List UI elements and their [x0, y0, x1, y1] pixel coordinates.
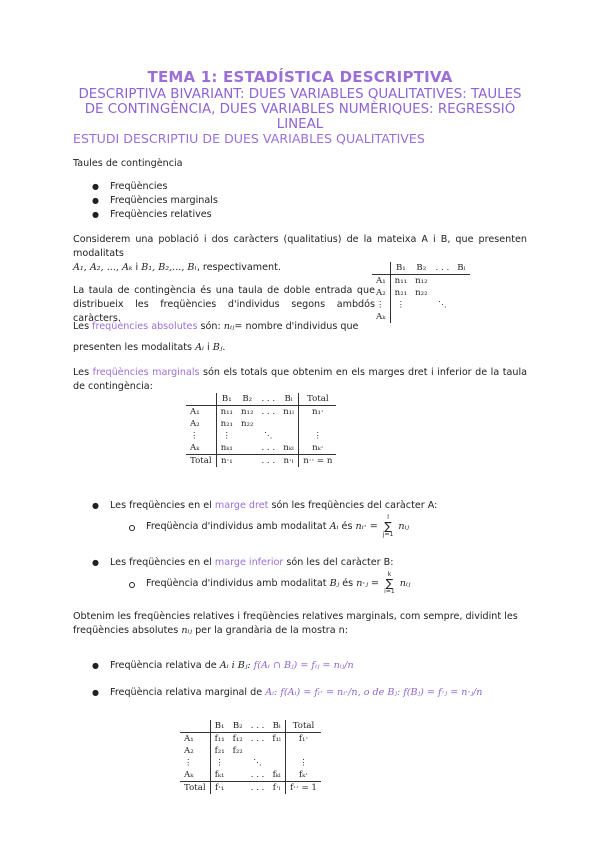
paragraph-end: respectivament.	[202, 262, 281, 273]
table-row	[180, 733, 321, 746]
table-row	[180, 769, 321, 782]
paragraph-text: Considerem una població i dos caràcters (qualitatius) de la mateixa A i B, que presenten modalitats	[73, 234, 527, 259]
bullet-icon: ●	[92, 210, 99, 219]
table-cell: nₖ·	[299, 442, 337, 455]
list-item: Freqüències marginals	[110, 195, 218, 206]
intro-label: Taules de contingència	[73, 158, 183, 169]
circle-bullet-icon	[129, 525, 135, 531]
bullet-icon: ●	[92, 688, 99, 697]
table-cell	[268, 745, 285, 757]
table-cell: n·ₗ	[279, 455, 299, 468]
sigma-icon: ∑	[384, 519, 392, 533]
table-cell: ⋮	[376, 300, 385, 310]
table-cell: f₁·	[286, 733, 321, 746]
table-row	[186, 418, 336, 430]
modalities-b: B₁, B₂,..., Bₗ	[141, 262, 197, 273]
table-cell: . . .	[257, 406, 279, 419]
text: Les	[73, 321, 90, 332]
table-cell	[229, 769, 247, 782]
table-cell	[453, 311, 469, 323]
bullet-right-margin	[110, 499, 437, 513]
table-cell: A₂	[190, 419, 200, 429]
table-cell	[432, 287, 454, 299]
document-title: TEMA 1: ESTADÍSTICA DESCRIPTIVA	[147, 68, 453, 86]
table-total-row	[180, 782, 321, 795]
modalities-a: A₁, A₂, ..., Aₖ	[73, 262, 133, 273]
table-cell: n₁₁	[216, 406, 237, 419]
table-cell	[247, 745, 269, 757]
table-row	[180, 745, 321, 757]
table-cell: . . .	[247, 782, 269, 795]
table-header-cell: Bₗ	[457, 263, 466, 273]
table-cell: A₁	[372, 275, 390, 288]
highlight-absolute-frequencies: freqüències absolutes	[92, 321, 198, 332]
symbol-bj: Bⱼ	[212, 342, 223, 353]
table-cell	[299, 418, 337, 430]
table-cell: . . .	[257, 455, 279, 468]
table-header-row	[180, 720, 321, 733]
table-cell: nₖ₁	[216, 442, 237, 455]
symbol-bj: Bⱼ	[329, 578, 340, 589]
table-row	[186, 430, 336, 442]
table-cell: A₂	[376, 288, 386, 298]
text: són els totals que obtenim en els marges dret i inferior de la taula de contingència:	[73, 367, 527, 392]
circle-bullet-icon	[129, 582, 135, 588]
table-cell: Aₖ	[376, 312, 386, 322]
highlight-right-margin: marge dret	[214, 500, 269, 511]
paragraph-relative-frequencies	[73, 610, 527, 638]
table-cell: f·· = 1	[286, 782, 321, 795]
table-cell	[411, 299, 431, 311]
table-cell	[453, 299, 469, 311]
sum-lower: j=1	[382, 530, 394, 538]
table-cell: n₂₂	[415, 288, 428, 298]
paragraph-marginal-frequencies	[73, 366, 527, 394]
text: Freqüència d'individus amb modalitat	[146, 578, 327, 589]
conjunction: i	[135, 262, 139, 273]
text: presenten les modalitats	[73, 342, 193, 353]
paragraph-absolute-frequencies-line2	[73, 341, 225, 355]
text: és	[342, 578, 354, 589]
table-cell: n₂₂	[241, 419, 254, 429]
table-cell	[237, 430, 257, 442]
sub-right-margin	[146, 514, 409, 540]
table-header-cell: Bₗ	[284, 394, 293, 404]
text: Freqüència relativa de	[110, 660, 217, 671]
table-cell	[279, 418, 299, 430]
table-cell: ⋱	[263, 431, 273, 441]
table-cell	[237, 442, 257, 455]
text: Obtenim les freqüències relatives i freqüències relatives marginals, com sempre, dividint les	[73, 611, 518, 622]
list-item: Freqüències relatives	[110, 209, 212, 220]
table-cell: fₖ₁	[210, 769, 229, 782]
text: Freqüència d'individus amb modalitat	[146, 521, 327, 532]
table-header-cell: . . .	[261, 394, 276, 404]
table-cell: . . .	[247, 733, 269, 746]
list-item: Freqüències	[110, 181, 168, 192]
table-cell	[432, 275, 454, 288]
table-cell: n·₁	[216, 455, 237, 468]
table-row	[180, 757, 321, 769]
table-header-cell: B₂	[242, 394, 253, 404]
table-cell: n₂₁	[216, 418, 237, 430]
table-header-cell: . . .	[435, 263, 450, 273]
table-header-row	[186, 393, 336, 406]
table-row	[372, 287, 470, 299]
table-cell	[229, 757, 247, 769]
table-row	[372, 275, 470, 288]
table-cell: Aₖ	[190, 443, 200, 453]
paragraph-contingency-definition: La taula de contingència és una taula de doble entrada que distribueix les freqüències d'individus segons ambdós caràcters.	[73, 285, 375, 324]
table-cell: ⋱	[438, 300, 447, 310]
relative-marginal-frequency-item	[110, 686, 482, 700]
symbol-ai: Aᵢ	[195, 342, 204, 353]
table-cell	[286, 745, 321, 757]
table-cell: n₂₁	[390, 287, 411, 299]
text: Les	[73, 367, 90, 378]
document-subtitle: DESCRIPTIVA BIVARIANT: DUES VARIABLES QUALITATIVES: TAULES DE CONTINGÈNCIA, DUES VARIABLES NUMÈRIQUES: REGRESSIÓ LINEAL	[78, 87, 522, 132]
table-cell: n₁ₗ	[279, 406, 299, 419]
table-header-cell: Bₗ	[272, 721, 281, 731]
table-cell: fₖₗ	[272, 770, 281, 780]
table-cell: Aₖ	[184, 770, 194, 780]
table-row	[186, 442, 336, 455]
table-cell: ⋮	[216, 430, 237, 442]
bullet-bottom-margin	[110, 556, 393, 570]
table-cell: ⋮	[210, 757, 229, 769]
bullet-icon: ●	[92, 661, 99, 670]
table-cell	[411, 311, 431, 323]
text: Les freqüències en el	[110, 500, 212, 511]
table-cell: ⋱	[253, 758, 262, 768]
table-cell: . . .	[250, 770, 265, 780]
highlight-marginal-frequencies: freqüències marginals	[92, 367, 200, 378]
table-header-cell: B₁	[210, 720, 229, 733]
bullet-icon: ●	[92, 501, 99, 510]
table-cell	[432, 311, 454, 323]
table-row	[372, 311, 470, 323]
table-cell: f₁ₗ	[268, 733, 285, 746]
table-cell	[453, 287, 469, 299]
paragraph-population: Considerem una població i dos caràcters (qualitatius) de la mateixa A i B, que presenten modalitats A₁, A₂, ..., Aₖ i B₁, B₂,..., Bₗ, respectivament.	[73, 234, 527, 273]
formula-rhs: nᵢⱼ	[398, 521, 410, 532]
symbol-ai: Aᵢ	[329, 521, 339, 532]
table-header-cell: Total	[299, 393, 337, 406]
relative-frequency-item	[110, 659, 354, 673]
text: Freqüència relativa marginal de	[110, 687, 263, 698]
table-cell: A₁	[180, 733, 210, 746]
table-cell: Total	[186, 455, 216, 468]
table-cell	[257, 418, 279, 430]
summation	[383, 515, 394, 538]
table-header-cell: B₁	[216, 393, 237, 406]
table-cell	[372, 262, 390, 275]
table-header-cell: Total	[286, 720, 321, 733]
table-cell	[186, 393, 216, 406]
table-cell: f·ₗ	[268, 782, 285, 795]
table-cell	[279, 430, 299, 442]
sigma-icon: ∑	[385, 576, 394, 590]
text: són:	[200, 321, 221, 332]
text: és	[341, 521, 353, 532]
table-cell: Total	[180, 782, 210, 795]
absolute-frequency-table	[186, 393, 336, 467]
table-cell: A₂	[184, 746, 194, 756]
table-cell: A₁	[186, 406, 216, 419]
conjunction: i	[207, 342, 210, 353]
table-cell: ⋮	[190, 431, 199, 441]
highlight-bottom-margin: marge inferior	[214, 557, 284, 568]
formula-relative-frequency: f(Aᵢ ∩ Bⱼ) = fᵢⱼ = nᵢⱼ/n	[253, 660, 354, 671]
table-cell: ⋮	[184, 758, 193, 768]
table-cell	[180, 720, 210, 733]
paragraph-absolute-frequencies	[73, 320, 375, 334]
table-cell: ⋮	[299, 430, 337, 442]
text: freqüències absolutes	[73, 625, 179, 636]
table-total-row	[186, 455, 336, 468]
table-cell: n₁₂	[411, 275, 431, 288]
table-cell: n₁·	[299, 406, 337, 419]
bullet-icon: ●	[92, 558, 99, 567]
table-cell	[390, 311, 411, 323]
sum-upper: l	[387, 513, 389, 521]
text: són les freqüències del caràcter A:	[271, 500, 438, 511]
section-heading: ESTUDI DESCRIPTIU DE DUES VARIABLES QUALITATIVES	[73, 131, 425, 146]
relative-frequency-table	[180, 720, 321, 794]
table-cell	[229, 782, 247, 795]
table-header-cell: . . .	[250, 721, 265, 731]
bullet-icon: ●	[92, 196, 99, 205]
sum-upper: k	[387, 570, 392, 578]
table-header-cell: B₂	[232, 721, 243, 731]
table-row	[372, 299, 470, 311]
table-cell	[268, 757, 285, 769]
formula-lhs: n·ⱼ =	[356, 578, 380, 589]
formula-relative-marginal: Aᵢ: f(Aᵢ) = fᵢ· = nᵢ·/n, o de Bⱼ: f(Bⱼ) = f·ⱼ = n·ⱼ/n	[265, 687, 483, 698]
symbols: Aᵢ i Bⱼ:	[219, 660, 251, 671]
sub-bottom-margin	[146, 571, 410, 597]
table-cell: f₂₁	[210, 745, 229, 757]
table-cell: f₁₂	[229, 733, 247, 746]
symbol-nij: nᵢⱼ	[181, 625, 193, 636]
table-cell: fₖ·	[286, 769, 321, 782]
table-cell: f·₁	[210, 782, 229, 795]
sum-lower: i=1	[384, 587, 395, 595]
symbol-nij: nᵢⱼ=	[223, 321, 243, 332]
table-cell: ⋮	[286, 757, 321, 769]
contingency-table-schema	[372, 262, 470, 323]
table-cell	[237, 455, 257, 468]
table-cell: f₂₂	[232, 746, 243, 756]
table-header-cell: B₁	[390, 262, 411, 275]
punctuation: .	[222, 342, 226, 353]
formula-lhs: nᵢ· =	[355, 521, 378, 532]
text: nombre d'individus que	[245, 321, 359, 332]
table-header-cell: B₂	[416, 263, 427, 273]
text: per la grandària de la mostra n:	[195, 625, 348, 636]
table-cell: nₖₗ	[283, 443, 295, 453]
text: Les freqüències en el	[110, 557, 212, 568]
summation	[384, 572, 395, 595]
text: són les del caràcter B:	[286, 557, 394, 568]
table-row	[186, 406, 336, 419]
formula-rhs: nᵢⱼ	[399, 578, 411, 589]
table-cell: n₁₂	[237, 406, 257, 419]
table-cell: . . .	[261, 443, 276, 453]
table-cell	[453, 275, 469, 288]
bullet-icon: ●	[92, 182, 99, 191]
table-cell: ⋮	[390, 299, 411, 311]
table-cell: n₁₁	[390, 275, 411, 288]
table-cell: f₁₁	[210, 733, 229, 746]
table-cell: n·· = n	[299, 455, 337, 468]
